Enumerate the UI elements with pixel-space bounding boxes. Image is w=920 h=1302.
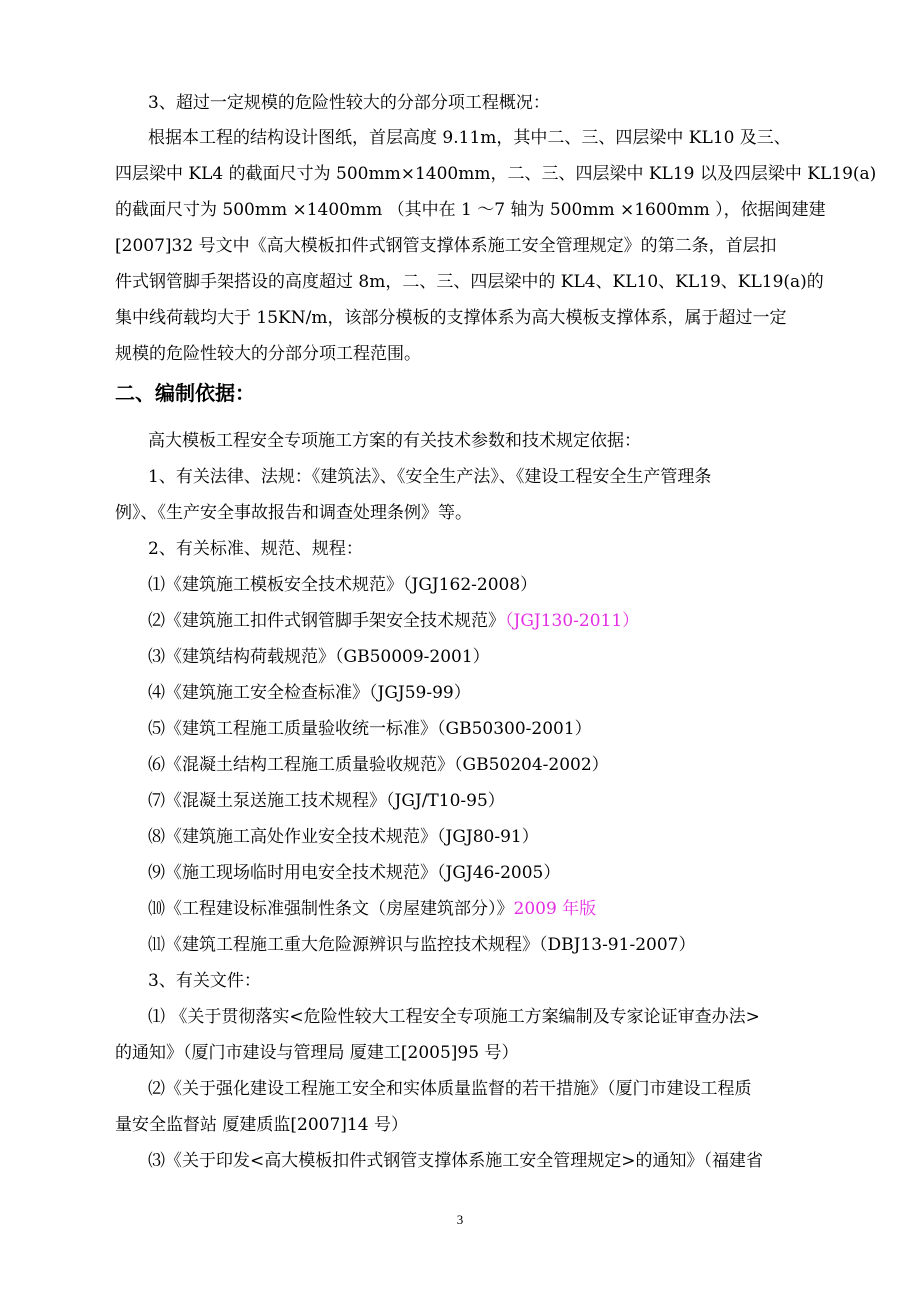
item2-title: 2、有关标准、规范、规程： [148, 539, 363, 559]
highlight-text: （JGJ130-2011） [505, 611, 640, 631]
standard-item: ⑺《混凝土泵送施工技术规程》（JGJ/T10-95） [148, 791, 505, 811]
para1-line: 件式钢管脚手架搭设的高度超过 8m，二、三、四层梁中的 KL4、KL10、KL19、KL19(a)的 [115, 272, 824, 292]
para1-line: 集中线荷载均大于 15KN/m，该部分模板的支撑体系为高大模板支撑体系，属于超过一定 [115, 308, 787, 328]
standard-item: ⑸《建筑工程施工质量验收统一标准》（GB50300-2001） [148, 719, 592, 739]
standard-item: ⑴《建筑施工模板安全技术规范》（JGJ162-2008） [148, 575, 538, 595]
document-item-line: ⑶《关于印发<高大模板扣件式钢管支撑体系施工安全管理规定>的通知》（福建省 [148, 1151, 763, 1171]
standard-item: ⑶《建筑结构荷载规范》（GB50009-2001） [148, 647, 490, 667]
item1-line: 例》、《生产安全事故报告和调查处理条例》等。 [115, 503, 472, 523]
standard-item: ⑾《建筑工程施工重大危险源辨识与监控技术规程》（DBJ13-91-2007） [148, 935, 696, 955]
standard-item: ⑻《建筑施工高处作业安全技术规范》（JGJ80-91） [148, 827, 539, 847]
document-item-line: 的通知》（厦门市建设与管理局 厦建工[2005]95 号） [115, 1043, 519, 1063]
item3-title: 3、有关文件： [148, 971, 261, 991]
page-number: 3 [456, 1212, 464, 1227]
para1-line: 的截面尺寸为 500mm ×1400mm （其中在 1 ～7 轴为 500mm ×1600mm ），依据闽建建 [115, 200, 826, 220]
para1-line: 规模的危险性较大的分部分项工程范围。 [115, 344, 421, 364]
standard-item: ⑹《混凝土结构工程施工质量验收规范》（GB50204-2002） [148, 755, 609, 775]
para1-line: 四层梁中 KL4 的截面尺寸为 500mm×1400mm，二、三、四层梁中 KL19 以及四层梁中 KL19(a) [115, 164, 877, 184]
document-item-line: ⑴ 《关于贯彻落实<危险性较大工程安全专项施工方案编制及专家论证审查办法> [148, 1007, 760, 1027]
document-item-line: ⑵《关于强化建设工程施工安全和实体质量监督的若干措施》（厦门市建设工程质 [148, 1079, 752, 1099]
standard-item: ⑼《施工现场临时用电安全技术规范》（JGJ46-2005） [148, 863, 561, 883]
standard-item: ⑵《建筑施工扣件式钢管脚手架安全技术规范》（JGJ130-2011） [148, 611, 640, 631]
standard-item: ⑷《建筑施工安全检查标准》（JGJ59-99） [148, 683, 471, 703]
section-heading: 二、编制依据： [115, 381, 255, 405]
document-item-line: 量安全监督站 厦建质监[2007]14 号） [115, 1115, 408, 1135]
intro-text: 高大模板工程安全专项施工方案的有关技术参数和技术规定依据： [148, 431, 641, 451]
highlight-text: 2009 年版 [513, 899, 597, 919]
standard-item: ⑽《工程建设标准强制性条文（房屋建筑部分）》2009 年版 [148, 899, 597, 919]
para1-line: 根据本工程的结构设计图纸，首层高度 9.11m，其中二、三、四层梁中 KL10 及三、 [148, 128, 791, 148]
para1-line: [2007]32 号文中《高大模板扣件式钢管支撑体系施工安全管理规定》的第二条，首层扣 [115, 236, 777, 256]
section3-title: 3、超过一定规模的危险性较大的分部分项工程概况： [148, 93, 550, 113]
item1-line: 1、有关法律、法规：《建筑法》、《安全生产法》、《建设工程安全生产管理条 [148, 467, 712, 487]
